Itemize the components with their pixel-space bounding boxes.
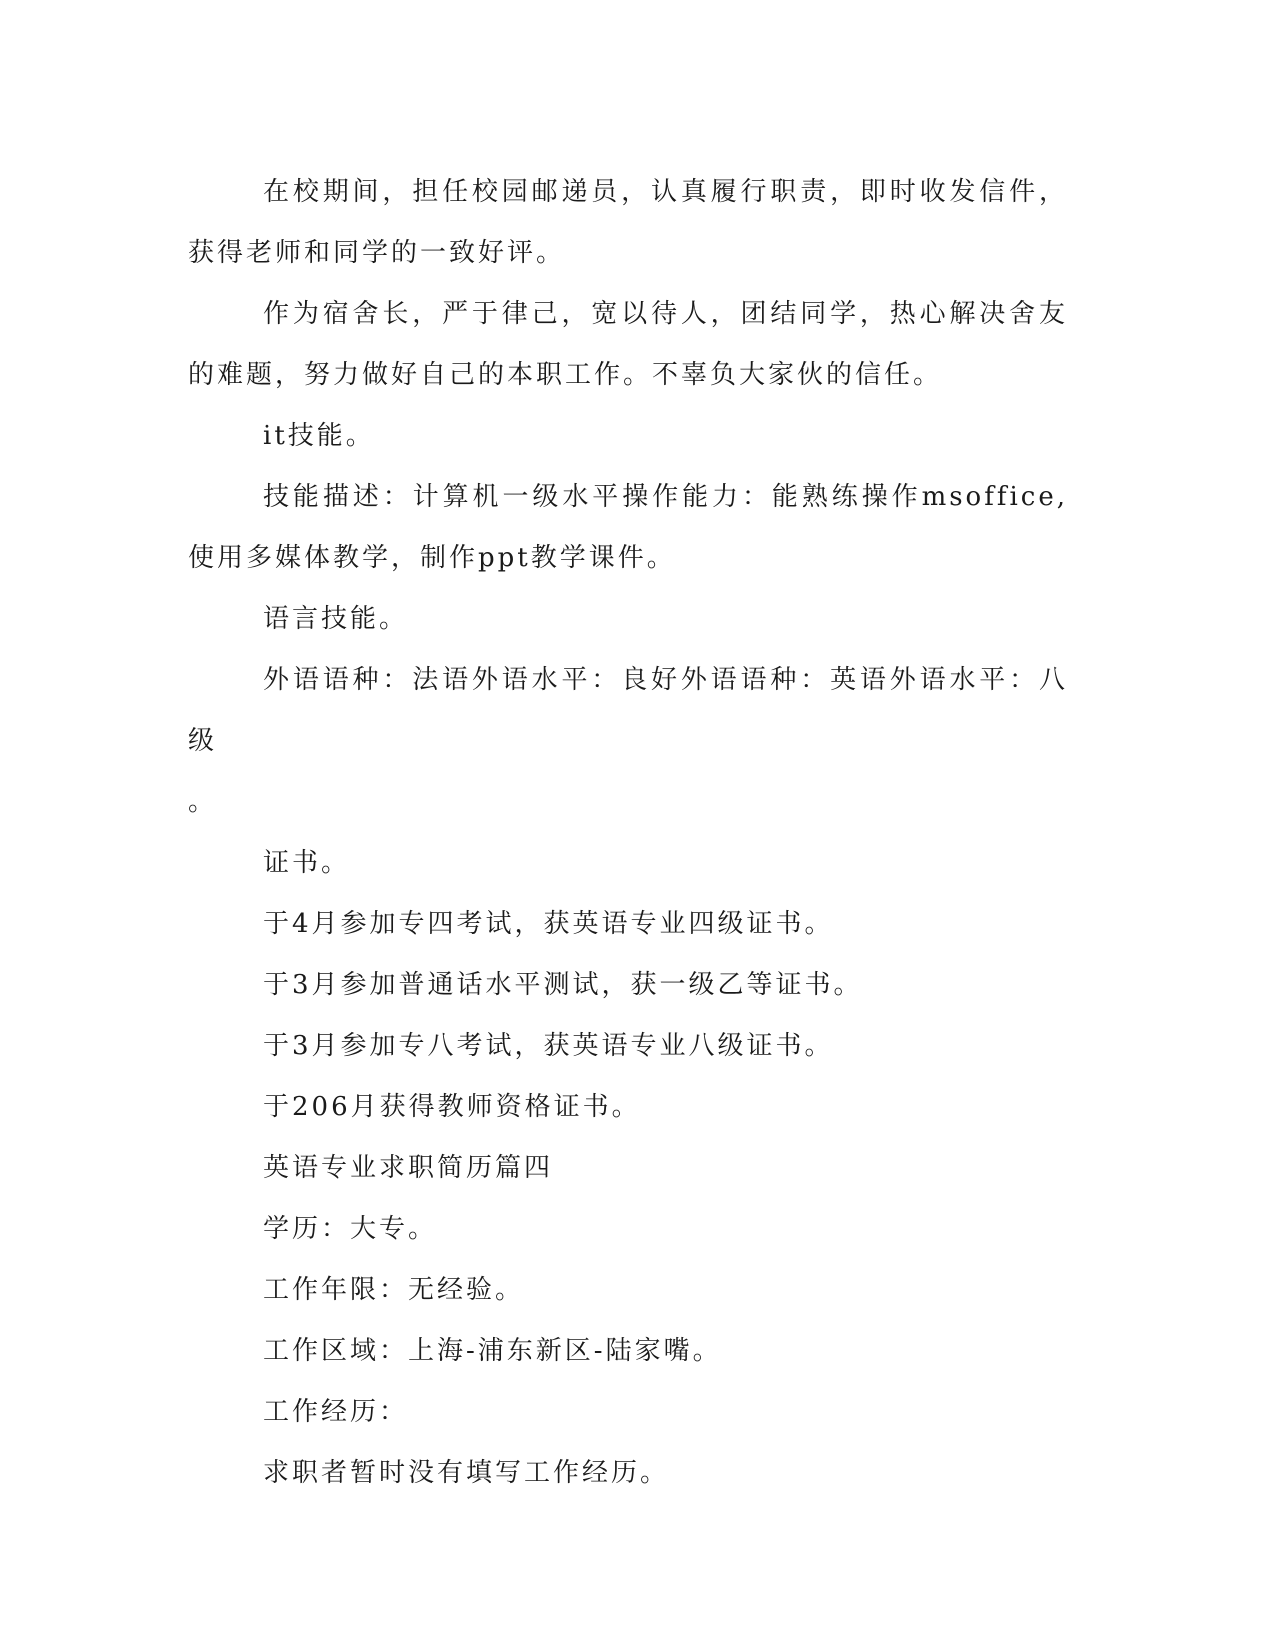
paragraph-education: 学历：大专。 <box>263 1214 438 1244</box>
heading-certificates: 证书。 <box>263 848 351 878</box>
paragraph-work-area: 工作区域：上海-浦东新区-陆家嘴。 <box>263 1336 722 1366</box>
heading-language-skills: 语言技能。 <box>263 604 409 634</box>
paragraph-putonghua-certificate: 于3月参加普通话水平测试，获一级乙等证书。 <box>263 970 863 1000</box>
heading-work-experience: 工作经历： <box>263 1397 409 1427</box>
paragraph-skill-description: 技能描述：计算机一级水平操作能力：能熟练操作msoffice,使用多媒体教学，制作ppt教学课件。 <box>188 482 1068 573</box>
paragraph-tem8-certificate: 于3月参加专八考试，获英语专业八级证书。 <box>263 1031 834 1061</box>
paragraph-dorm-leader: 作为宿舍长，严于律己，宽以待人，团结同学，热心解决舍友的难题，努力做好自己的本职工作。不辜负大家伙的信任。 <box>188 299 1068 390</box>
paragraph-teacher-certificate: 于206月获得教师资格证书。 <box>263 1092 641 1122</box>
paragraph-trailing-period: 。 <box>188 787 218 817</box>
document-body <box>188 162 1068 1504</box>
heading-it-skills: it技能。 <box>263 421 375 451</box>
paragraph-foreign-languages: 外语语种：法语外语水平：良好外语语种：英语外语水平：八级 <box>188 665 1068 756</box>
heading-resume-part-four: 英语专业求职简历篇四 <box>263 1153 554 1183</box>
paragraph-campus-postman: 在校期间，担任校园邮递员，认真履行职责，即时收发信件，获得老师和同学的一致好评。 <box>188 177 1068 268</box>
paragraph-no-experience: 求职者暂时没有填写工作经历。 <box>263 1458 670 1488</box>
paragraph-tem4-certificate: 于4月参加专四考试，获英语专业四级证书。 <box>263 909 834 939</box>
paragraph-work-years: 工作年限：无经验。 <box>263 1275 525 1305</box>
